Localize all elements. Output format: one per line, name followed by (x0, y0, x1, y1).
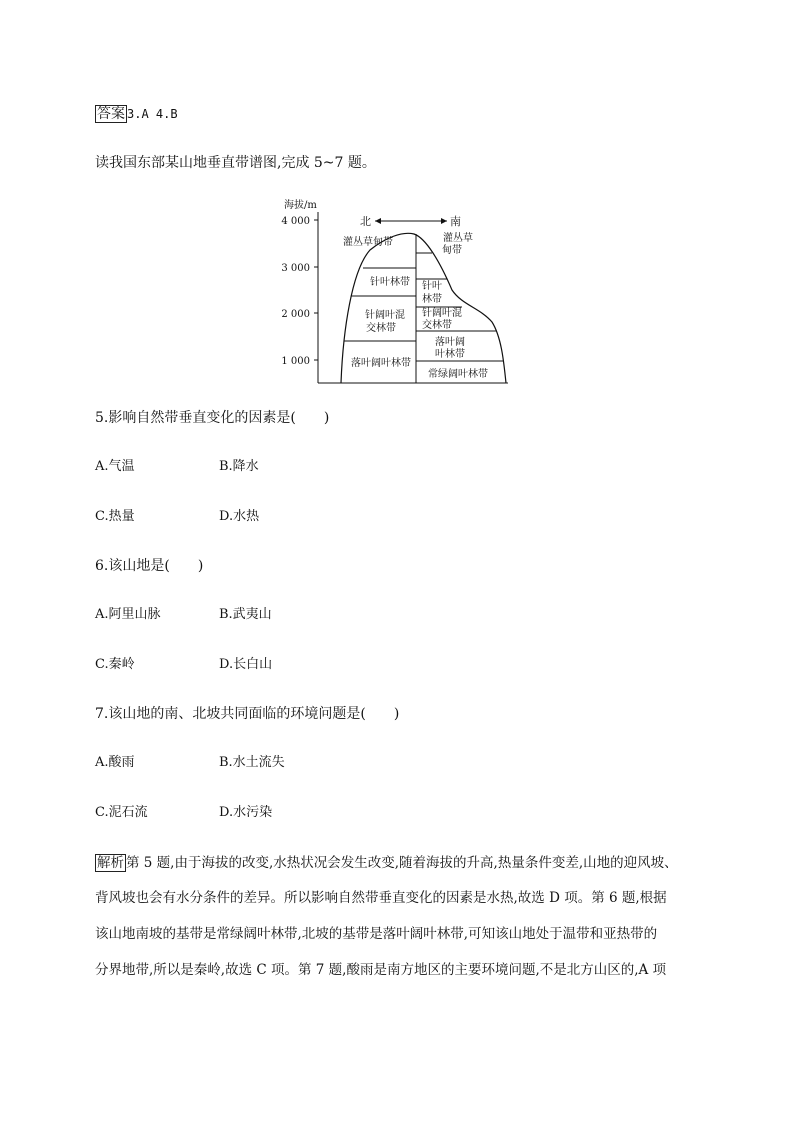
option-5d: D.水热 (219, 509, 260, 524)
north-belt-label: 针叶林带 (370, 277, 410, 288)
answer-text: 3.A 4.B (127, 107, 178, 121)
question-6-stem: 6.该山地是( ) (95, 558, 204, 574)
intro-text: 读我国东部某山地垂直带谱图,完成 5~7 题。 (95, 155, 376, 171)
option-5b: B.降水 (219, 459, 259, 474)
south-belt-label: 针阔叶混 (422, 308, 462, 319)
north-label: 北 (360, 215, 371, 228)
south-belt-label: 落叶阔 (435, 337, 465, 348)
y-tick-label: 4 000 (281, 216, 310, 227)
option-7b: B.水土流失 (219, 755, 285, 770)
south-belt-label: 甸带 (442, 245, 462, 256)
y-tick-label: 3 000 (281, 263, 310, 274)
option-5c: C.热量 (95, 509, 135, 524)
south-label: 南 (450, 215, 461, 228)
option-6d: D.长白山 (219, 657, 273, 672)
north-belt-label: 针阔叶混 (365, 310, 405, 321)
vertical-zonation-diagram (0, 190, 794, 390)
analysis-line-2: 背风坡也会有水分条件的差异。所以影响自然带垂直变化的因素是水热,故选 D 项。第 6 题,根据 (95, 890, 667, 906)
north-belt-label: 交林带 (366, 323, 396, 334)
option-7a: A.酸雨 (95, 755, 135, 770)
analysis-line-4: 分界地带,所以是秦岭,故选 C 项。第 7 题,酸雨是南方地区的主要环境问题,不是北方山区的,A 项 (95, 962, 667, 978)
option-6c: C.秦岭 (95, 657, 135, 672)
south-belt-label: 灌丛草 (443, 233, 473, 244)
analysis-line-1 (95, 853, 678, 873)
north-belt-label: 灌丛草甸带 (343, 237, 393, 248)
y-tick-label: 2 000 (281, 309, 310, 320)
question-7-stem: 7.该山地的南、北坡共同面临的环境问题是( ) (95, 706, 400, 722)
north-belt-label: 落叶阔叶林带 (351, 358, 411, 369)
option-6b: B.武夷山 (219, 607, 272, 622)
answer-tag: 答案 (97, 106, 125, 122)
option-5a: A.气温 (95, 459, 135, 474)
option-7c: C.泥石流 (95, 805, 148, 820)
analysis-tag: 解析 (97, 855, 124, 871)
south-belt-label: 交林带 (422, 320, 452, 331)
analysis-text: 第 5 题,由于海拔的改变,水热状况会发生改变,随着海拔的升高,热量条件变差,山地的迎风坡、 (126, 855, 678, 871)
question-5-stem: 5.影响自然带垂直变化的因素是( ) (95, 410, 330, 426)
south-belt-label: 常绿阔叶林带 (428, 369, 488, 380)
y-tick-label: 1 000 (281, 356, 310, 367)
south-belt-label: 林带 (422, 294, 442, 305)
answer-line (95, 104, 178, 124)
south-belt-label: 针叶 (422, 281, 442, 292)
y-axis-label: 海拔/m (284, 200, 317, 211)
option-6a: A.阿里山脉 (95, 607, 161, 622)
option-7d: D.水污染 (219, 805, 273, 820)
analysis-line-3: 该山地南坡的基带是常绿阔叶林带,北坡的基带是落叶阔叶林带,可知该山地处于温带和亚热带的 (95, 926, 658, 942)
south-belt-label: 叶林带 (435, 349, 465, 360)
